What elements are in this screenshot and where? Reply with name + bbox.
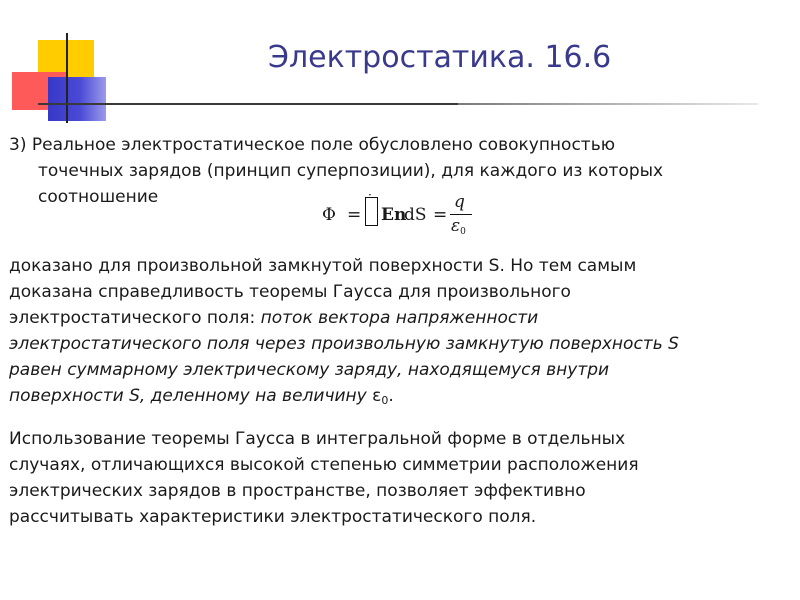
paragraph-line: 3) Реальное электростатическое поле обусловлено совокупностью [9, 135, 616, 155]
formula-ds: dS [404, 205, 427, 225]
formula-equals-2: = [433, 205, 448, 225]
fraction-bar [450, 214, 472, 215]
decor-vertical-line [66, 33, 68, 123]
paragraph-line: электростатического поля: поток вектора напряженности [9, 308, 539, 328]
paragraph-line: Использование теоремы Гаусса в интегральной форме в отдельных [9, 429, 626, 449]
formula-integral-dot: · [368, 188, 372, 202]
paragraph-line: электростатического поля через произвольную замкнутую поверхность S [9, 334, 679, 354]
closed-integral-icon [365, 197, 378, 226]
paragraph-gauss-theorem [9, 253, 679, 414]
paragraph-usage [9, 426, 639, 530]
formula-equals: = [347, 205, 362, 225]
paragraph-line: случаях, отличающихся высокой степенью симметрии расположения [9, 455, 639, 475]
paragraph-line: доказано для произвольной замкнутой поверхности S. Но тем самым [9, 256, 637, 276]
paragraph-line: поверхности S, деленному на величину $\varepsilon_0$. [9, 386, 394, 407]
paragraph-line: равен суммарному электрическому заряду, находящемуся внутри [9, 360, 610, 380]
paragraph-line: электрических зарядов в пространстве, позволяет эффективно [9, 481, 586, 501]
paragraph-superposition [9, 132, 663, 210]
formula-en: En [381, 205, 407, 225]
title-underline-fade [458, 103, 758, 105]
paragraph-line: доказана справедливость теоремы Гаусса для произвольного [9, 282, 571, 302]
title-underline [38, 103, 458, 105]
formula-denominator: ε0 [451, 216, 466, 237]
formula-fraction [450, 192, 472, 242]
formula-flux-symbol: Φ [322, 205, 336, 225]
slide-title: Электростатика. 16.6 [268, 40, 612, 75]
paragraph-line: соотношение [38, 187, 159, 207]
paragraph-line: точечных зарядов (принцип суперпозиции), для каждого из которых [38, 161, 664, 181]
paragraph-line: рассчитывать характеристики электростатического поля. [9, 507, 537, 527]
decor-blue-square [48, 77, 106, 121]
formula-numerator: q [454, 192, 465, 212]
